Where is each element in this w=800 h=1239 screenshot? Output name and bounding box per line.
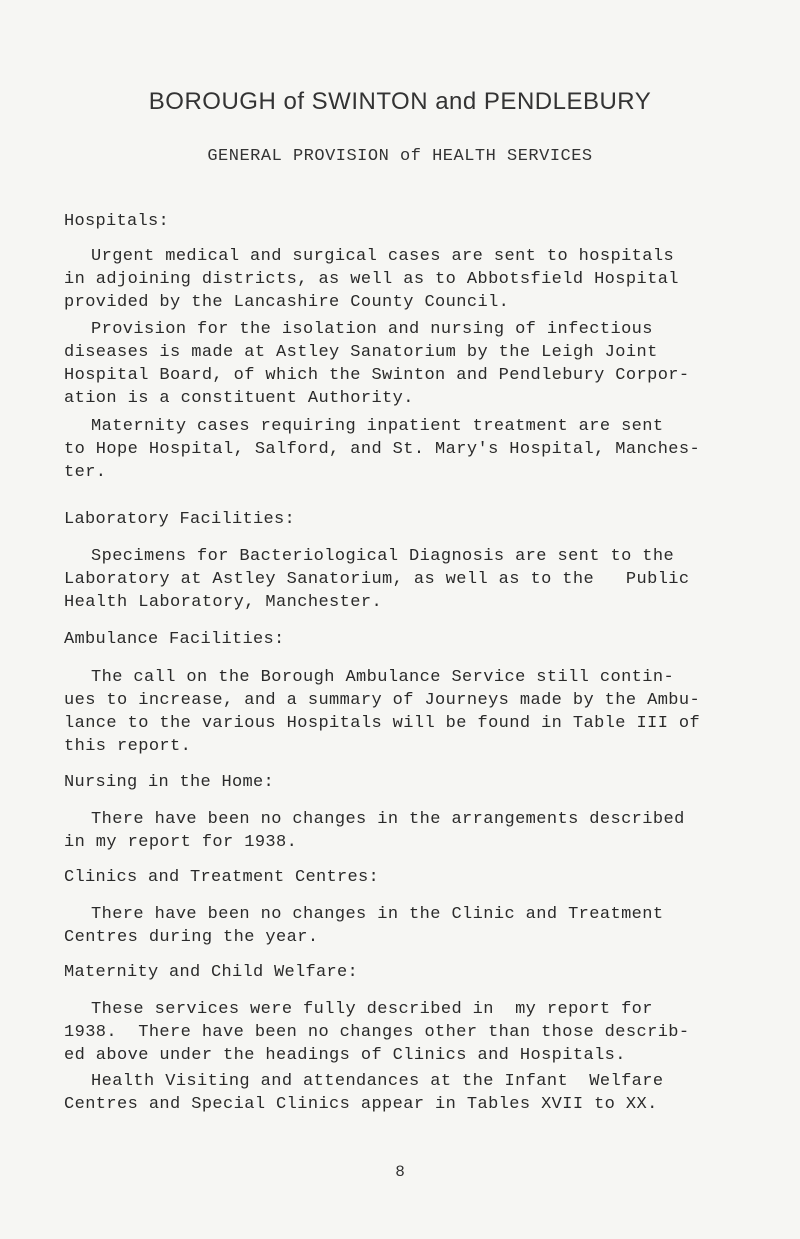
text-line: Centres and Special Clinics appear in Tables XVII to XX. [64, 1095, 658, 1114]
text-line: Maternity cases requiring inpatient treatment are sent [91, 417, 664, 436]
text-line: to Hope Hospital, Salford, and St. Mary's Hospital, Manches- [64, 440, 701, 459]
text-line: These services were fully described in my report for [91, 1000, 653, 1019]
paragraph-maternity-2 [64, 1070, 744, 1116]
section-heading-ambulance: Ambulance Facilities: [64, 630, 285, 649]
text-line: in my report for 1938. [64, 833, 298, 852]
paragraph-hospitals-3 [64, 415, 744, 484]
text-line: 1938. There have been no changes other than those describ- [64, 1023, 690, 1042]
page-title: BOROUGH of SWINTON and PENDLEBURY [148, 88, 652, 115]
text-line: Hospital Board, of which the Swinton and Pendlebury Corpor- [64, 366, 690, 385]
paragraph-clinics [64, 903, 744, 949]
section-heading-laboratory: Laboratory Facilities: [64, 510, 296, 529]
section-heading-hospitals: Hospitals: [64, 212, 170, 231]
paragraph-maternity-1 [64, 998, 744, 1067]
page-subtitle: GENERAL PROVISION of HEALTH SERVICES [207, 147, 593, 166]
text-line: lance to the various Hospitals will be found in Table III of [64, 714, 701, 733]
text-line: Specimens for Bacteriological Diagnosis are sent to the [91, 547, 675, 566]
paragraph-hospitals-1 [64, 245, 744, 314]
text-line: ues to increase, and a summary of Journeys made by the Ambu- [64, 691, 701, 710]
text-line: Provision for the isolation and nursing of infectious [91, 320, 653, 339]
text-line: The call on the Borough Ambulance Service still contin- [91, 668, 675, 687]
text-line: ed above under the headings of Clinics and Hospitals. [64, 1046, 626, 1065]
section-heading-maternity: Maternity and Child Welfare: [64, 963, 359, 982]
paragraph-laboratory [64, 545, 744, 614]
text-line: this report. [64, 737, 192, 756]
paragraph-nursing [64, 808, 744, 854]
text-line: ter. [64, 463, 107, 482]
text-line: diseases is made at Astley Sanatorium by the Leigh Joint [64, 343, 658, 362]
text-line: There have been no changes in the Clinic and Treatment [91, 905, 664, 924]
text-line: Urgent medical and surgical cases are sent to hospitals [91, 247, 675, 266]
paragraph-hospitals-2 [64, 318, 744, 410]
paragraph-ambulance [64, 666, 744, 758]
section-heading-clinics: Clinics and Treatment Centres: [64, 868, 380, 887]
text-line: There have been no changes in the arrangements described [91, 810, 685, 829]
text-line: Laboratory at Astley Sanatorium, as well as to the Public [64, 570, 690, 589]
page-number: 8 [395, 1163, 405, 1181]
text-line: in adjoining districts, as well as to Abbotsfield Hospital [64, 270, 679, 289]
text-line: Health Laboratory, Manchester. [64, 593, 383, 612]
text-line: Centres during the year. [64, 928, 319, 947]
text-line: provided by the Lancashire County Council. [64, 293, 510, 312]
section-heading-nursing: Nursing in the Home: [64, 773, 275, 792]
text-line: Health Visiting and attendances at the Infant Welfare [91, 1072, 664, 1091]
text-line: ation is a constituent Authority. [64, 389, 414, 408]
